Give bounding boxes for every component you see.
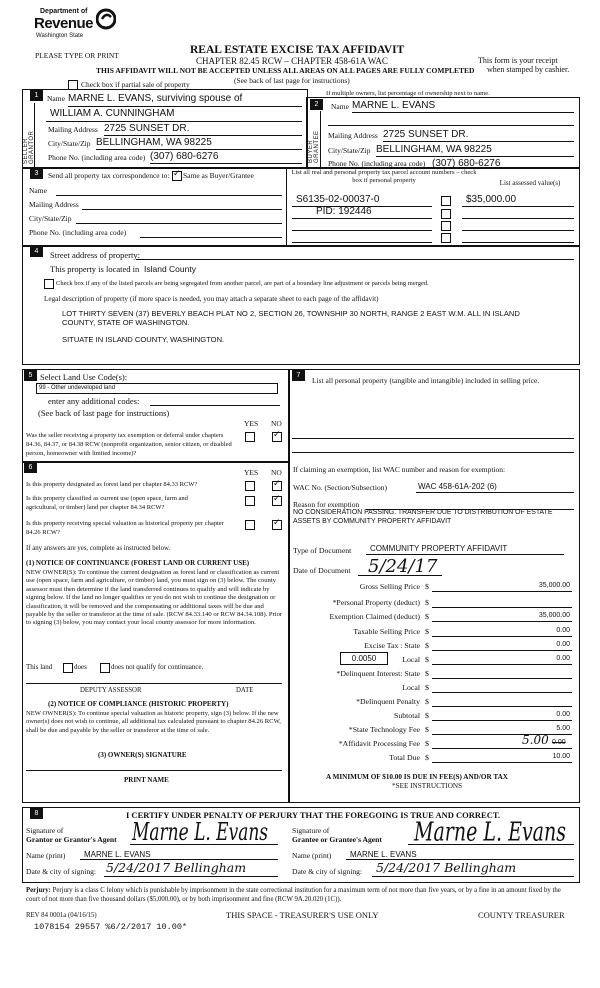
notice1-body: NEW OWNER(S): To continue the current designation as forest land or classification as current use (open space, farm and agriculture, or timber) land, you must sign on (3) below. The county assessor must then determine if the land transferred continues to qualify and will indicate by signing below. If the land no longer qualifies or you do not wish to continue the designation or classification, it will be removed and the compensating or additional taxes will be due and payable by the seller or transferor at the time of sale. (RCW 84.33.140 or RCW 84.34.108). Prior to signing (3) below, you may contact your local county assessor for more information. [26,569,283,627]
total-due-dollar: $ [425,753,429,762]
buyer-city[interactable]: BELLINGHAM, WA 98225 [376,144,492,155]
excise-dollar: $ [425,641,429,650]
tech-fee-value[interactable]: 5.00 [556,725,570,732]
grantee-date-label: Date & city of signing: [292,867,363,876]
section-7-number: 7 [292,370,305,381]
receipt-line2: when stamped by cashier. [487,65,570,74]
doc-date-value[interactable]: 5/24/17 [368,556,438,577]
send-correspondence-label: Send all property tax correspondence to: [48,171,170,180]
excise-label: Excise Tax : State [364,641,420,650]
please-type: PLEASE TYPE OR PRINT [35,51,119,60]
print-name-label: PRINT NAME [124,776,169,784]
parcel-3-personal-checkbox[interactable] [441,221,451,231]
segregated-label: Check box if any of the listed parcels are being segregated from another parcel, are part of a boundary line adjustment or parcels being merged. [56,280,429,287]
buyer-mailing[interactable]: 2725 SUNSET DR. [383,129,469,140]
see-back: (See back of last page for instructions) [234,76,350,85]
personal-prop-label: List all personal property (tangible and intangible) included in selling price. [312,376,540,385]
reason-label: Reason for exemption [293,500,360,509]
assessed-header: List assessed value(s) [499,179,561,187]
s6-q1-yes[interactable] [245,481,255,491]
delinq-penalty-label: *Delinquent Penalty [356,697,420,706]
delinq-local-label: Local [402,683,420,692]
page-title: REAL ESTATE EXCISE TAX AFFIDAVIT [190,44,405,56]
grantor-name[interactable]: MARNE L. EVANS [84,850,151,859]
taxable-value[interactable]: 0.00 [556,627,570,634]
grantee-date-city[interactable]: 5/24/2017 Bellingham [376,860,517,875]
affidavit-fee-handwritten[interactable]: 5.00 [522,733,549,747]
affidavit-fee-dollar: $ [425,739,429,748]
doc-type-label: Type of Document [293,546,352,555]
seller-phone-label: Phone No. (including area code) [48,153,146,162]
seller-name-2[interactable]: WILLIAM A. CUNNINGHAM [50,108,175,119]
land-does-not-checkbox[interactable] [100,663,110,673]
subtotal-dollar: $ [425,711,429,720]
minimum-fee-note: A MINIMUM OF $10.00 IS DUE IN FEE(S) AND/OR TAX [326,773,508,781]
warning-line: THIS AFFIDAVIT WILL NOT BE ACCEPTED UNLESS ALL AREAS ON ALL PAGES ARE FULLY COMPLETED [96,66,475,75]
grantee-sig-label-1: Signature of [292,826,330,835]
parcel-1-personal-checkbox[interactable] [441,196,451,206]
parcel-4-personal-checkbox[interactable] [441,233,451,243]
section-2-number: 2 [310,99,323,110]
notice2-body: NEW OWNER(S): To continue special valuation as historic property, sign (3) below. If the new owner(s) does not wish to continue, all additional tax calculated pursuant to chapter 84.26 RCW, shall be due and payable by the seller or transferor at the time of sale. [26,710,281,734]
dor-logo [30,6,110,40]
land-use-select[interactable]: 99 - Other undeveloped land [36,383,278,394]
grantor-name-label: Name (print) [26,851,66,860]
grantee-sig-label-2: Grantee or Grantee's Agent [292,835,382,844]
section-5-number: 5 [24,370,37,381]
segregated-checkbox[interactable] [44,279,54,289]
same-as-buyer-checkbox[interactable] [172,171,182,181]
located-value[interactable]: Island County [144,264,196,274]
this-land-label: This land [26,663,53,671]
exemption-claimed-label: Exemption Claimed (deduct) [329,612,420,621]
seller-city-label: City/State/Zip [48,139,91,148]
delinq-interest-label: *Delinquent Interest: State [336,669,420,678]
local-value[interactable]: 0.00 [556,655,570,662]
wac-value[interactable]: WAC 458-61A-202 (6) [418,482,497,491]
excise-value[interactable]: 0.00 [556,641,570,648]
land-does-checkbox[interactable] [63,663,73,673]
section-8-number: 8 [30,808,43,819]
chapter-line: CHAPTER 82.45 RCW – CHAPTER 458-61A WAC [196,56,388,66]
grantor-date-label: Date & city of signing: [26,867,97,876]
taxable-dollar: $ [425,627,429,636]
s3-mailing-label: Mailing Address [29,200,79,209]
grantee-name[interactable]: MARNE L. EVANS [350,850,417,859]
legal-line-2[interactable]: COUNTY, STATE OF WASHINGTON. [62,318,190,327]
exemption-question: Was the seller receiving a property tax exemption or deferral under chapters 84.36, 84.37, or 84.38 RCW (nonprofit organization, senior citizen, or disabled person, homeowner with limited income)? [26,432,232,457]
total-due-label: Total Due [389,753,420,762]
s3-name-label: Name [29,186,47,195]
s6-q2-no[interactable] [272,496,282,506]
s3-phone-label: Phone No. (including area code) [29,228,127,237]
affidavit-fee-label: *Affidavit Processing Fee [338,739,420,748]
partial-sale-label: Check box if partial sale of property [81,80,190,89]
grantor-signature[interactable]: Marne L. Evans [132,819,268,847]
dor-swirl-icon [96,8,116,30]
grantor-date-city[interactable]: 5/24/2017 Bellingham [106,860,247,875]
seller-city[interactable]: BELLINGHAM, WA 98225 [96,137,212,148]
buyer-mailing-label: Mailing Address [328,131,378,140]
gross-dollar: $ [425,582,429,591]
seller-side-label: SELLER GRANTOR [23,130,35,164]
buyer-name-label: Name [331,102,349,111]
section-4-number: 4 [30,246,43,257]
wac-label: WAC No. (Section/Subsection) [293,483,387,492]
additional-codes-label: enter any additional codes: [48,396,140,406]
s6-q1-no[interactable] [272,481,282,491]
s5-exemption-yes[interactable] [245,432,255,442]
if-yes-note: If any answers are yes, complete as instructed below. [26,545,171,552]
delinq-penalty-dollar: $ [425,697,429,706]
taxable-label: Taxable Selling Price [353,627,420,636]
grantee-signature[interactable]: Marne L. Evans [414,816,566,848]
logo-line1: Department of [40,8,88,15]
buyer-city-label: City/State/Zip [328,146,371,155]
certify-statement: I CERTIFY UNDER PENALTY OF PERJURY THAT THE FOREGOING IS TRUE AND CORRECT. [126,810,501,820]
seller-mailing-label: Mailing Address [48,125,98,134]
section-6-number: 6 [24,462,37,473]
buyer-phone[interactable]: (307) 680-6276 [432,158,501,169]
delinq-local-dollar: $ [425,683,429,692]
section-3-number: 3 [30,168,43,179]
personal-label: *Personal Property (deduct) [332,598,420,607]
grantor-sig-label-2: Grantor or Grantor's Agent [26,835,117,844]
section-4-box [22,245,580,365]
doc-date-label: Date of Document [293,566,351,575]
treasurer-stamp: 1078154 29557 %6/2/2017 10.00* [34,922,188,932]
located-label: This property is located in [50,264,140,274]
subtotal-label: Subtotal [394,711,420,720]
legal-label: Legal description of property (if more space is needed, you may attach a separate sheet to each page of the affidavit) [44,295,379,303]
exemption-dollar: $ [425,612,429,621]
treasurer-space-label: THIS SPACE - TREASURER'S USE ONLY [226,910,379,920]
delinq-interest-dollar: $ [425,669,429,678]
s5-no-header: NO [271,419,282,428]
land-does-label: does [74,663,87,671]
perjury-label: Perjury: [26,887,51,894]
notice2-title: (2) NOTICE OF COMPLIANCE (HISTORIC PROPERTY) [48,700,229,708]
county-treasurer-label: COUNTY TREASURER [478,910,565,920]
grantor-sig-label-1: Signature of [26,826,64,835]
s3-city-label: City/State/Zip [29,214,72,223]
exemption-value[interactable]: 35,000.00 [538,612,570,619]
receipt-line1: This form is your receipt [478,56,558,65]
s6-q1: Is this property designated as forest land per chapter 84.33 RCW? [26,481,198,488]
rev-number: REV 84 0001a (04/16/15) [26,912,97,919]
see-instructions-note: *SEE INSTRUCTIONS [392,782,463,790]
logo-line3: Washington State [36,33,84,39]
seller-name-label: Name [47,94,65,103]
subtotal-value[interactable]: 0.00 [556,711,570,718]
legal-line-1[interactable]: LOT THIRTY SEVEN (37) BEVERLY BEACH PLAT NO 2, SECTION 26, TOWNSHIP 30 NORTH, RANGE 2 EAST W.M. ALL IN ISLAND [62,309,520,318]
s6-q3-no[interactable] [272,520,282,530]
deputy-assessor-label: DEPUTY ASSESSOR [80,687,142,694]
seller-phone[interactable]: (307) 680-6276 [150,151,219,162]
multiple-owners-note: If multiple owners, list percentage of ownership next to name. [326,90,490,97]
owner-sig-label: (3) OWNER(S) SIGNATURE [98,751,187,759]
perjury-text: Perjury is a class C felony which is punishable by imprisonment in the state correctional institution for a maximum term of not more than five years, or by a fine in an amount fixed by the court of not more than five thousand dollars ($5,000.00), or by both imprisonment and fine (RCW 9A.20.020 (1C)). [26,887,561,903]
s6-q3: Is this property receiving special valuation as historical property per chapter 84.26 RCW? [26,520,224,536]
parcel-2-personal-checkbox[interactable] [441,209,451,219]
reason-value[interactable]: NO CONSIDERATION PASSING. TRANSFER DUE TO DISTRIBUTION OF ESTATE ASSETS BY COMMUNITY PROPERTY AFFIDAVIT [293,509,553,525]
perjury-notice [26,886,576,904]
gross-label: Gross Selling Price [359,582,420,591]
grantee-name-label: Name (print) [292,851,332,860]
s5-see-back: (See back of last page for instructions) [38,408,170,418]
doc-type-value[interactable]: COMMUNITY PROPERTY AFFIDAVIT [370,544,508,553]
land-does-not-label: does not qualify for continuance. [111,663,204,671]
buyer-side-label: BUYER GRANTEE [308,130,320,163]
seller-mailing[interactable]: 2725 SUNSET DR. [104,123,190,134]
deputy-date-label: DATE [236,687,254,694]
seller-name-1[interactable]: MARNE L. EVANS, surviving spouse of [68,93,243,104]
tech-fee-dollar: $ [425,725,429,734]
total-due-value[interactable]: 10.00 [552,753,570,760]
s6-yes-header: YES [244,468,259,477]
parcel-2[interactable]: PID: 192446 [316,206,372,217]
s6-q2-yes[interactable] [245,496,255,506]
local-label: Local [402,655,420,664]
land-use-label: Select Land Use Code(s): [40,372,128,382]
s6-q3-yes[interactable] [245,520,255,530]
s6-no-header: NO [271,468,282,477]
street-address-label: Street address of property: [50,250,140,260]
tech-fee-label: *State Technology Fee [348,725,420,734]
local-rate-box[interactable]: 0.0050 [340,652,388,665]
section-1-number: 1 [30,90,43,101]
personal-dollar: $ [425,598,429,607]
affidavit-fee-struck: 0.00 [552,739,566,746]
notice1-title: (1) NOTICE OF CONTINUANCE (FOREST LAND OR CURRENT USE) [26,559,250,567]
s6-q2: Is this property classified as current use (open space, farm and agricultural, or timber) land per chapter 84.34 RCW? [26,495,188,511]
situate-line[interactable]: SITUATE IN ISLAND COUNTY, WASHINGTON. [62,335,225,344]
assessed-1[interactable]: $35,000.00 [466,194,517,205]
parcel-header: List all real and personal property tax parcel account numbers – check box if personal property [291,169,477,184]
local-dollar: $ [425,655,429,664]
logo-line2: Revenue [34,15,94,32]
same-as-buyer-label: Same as Buyer/Grantee [183,171,254,180]
buyer-name-1[interactable]: MARNE L. EVANS [352,100,436,111]
s5-exemption-no[interactable] [272,432,282,442]
s5-yes-header: YES [244,419,259,428]
buyer-phone-label: Phone No. (including area code) [328,159,426,168]
parcel-1[interactable]: S6135-02-00037-0 [296,194,380,205]
claiming-label: If claiming an exemption, list WAC number and reason for exemption: [293,465,506,474]
gross-value[interactable]: 35,000.00 [538,582,570,589]
